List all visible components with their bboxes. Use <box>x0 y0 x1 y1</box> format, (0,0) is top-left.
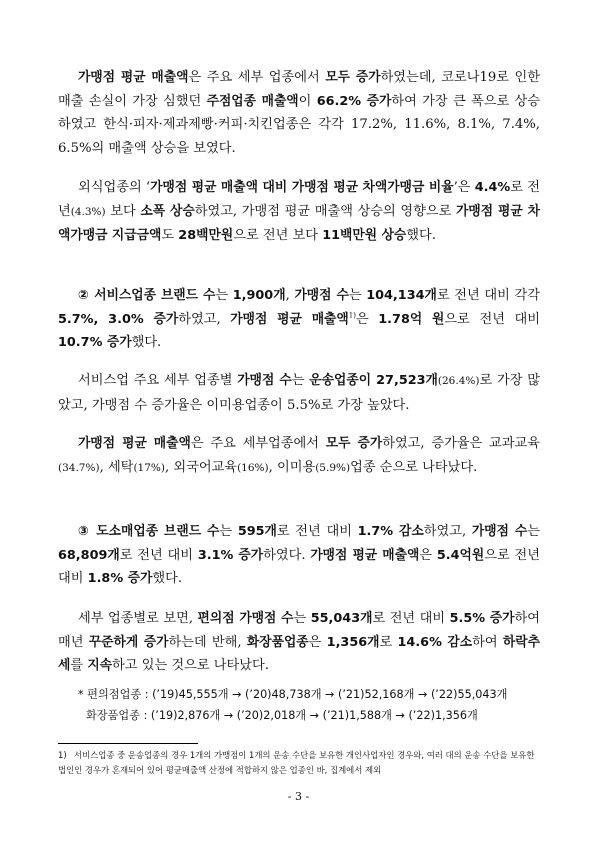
emphasis: 가맹점 수 <box>471 524 528 539</box>
emphasis: ③ 도소매업종 브랜드 수 <box>78 524 220 539</box>
text: , 세탁 <box>99 459 134 475</box>
emphasis: 가맹점 평균 매출액 <box>78 70 189 85</box>
text: 하였고, 가맹점 평균 매출액 상승의 영향으로 <box>194 203 457 219</box>
paragraph-service-sales <box>58 432 540 480</box>
text: 는 <box>219 524 238 539</box>
emphasis: 14.6% 감소 <box>397 634 473 650</box>
emphasis: 1,356개 <box>326 634 380 650</box>
text: 하였다. <box>263 547 311 563</box>
text: 하였고, 증가율은 교과교육 <box>382 436 540 451</box>
text: 으로 전년 대비 <box>58 547 540 586</box>
emphasis: 가맹점 평균 매출액 <box>78 436 191 451</box>
footnote-number: 1) <box>58 750 67 760</box>
text: (4.3%) <box>70 205 106 218</box>
text: 서비스업 주요 세부 업종별 <box>78 373 238 388</box>
footnote <box>58 748 542 778</box>
text: 이 <box>298 93 317 109</box>
text: 하였고, <box>423 524 472 539</box>
text: 로 전년 대비 <box>372 611 450 626</box>
text: 하는데 반해, <box>168 634 247 650</box>
paragraph-retail-industry <box>58 520 540 591</box>
text: 를 <box>70 658 88 673</box>
emphasis: 104,134개 <box>366 288 437 303</box>
emphasis: 주점업종 매출액 <box>206 93 299 109</box>
text: 로 전년 대비 <box>119 547 198 563</box>
emphasis: 지속 <box>87 658 113 673</box>
emphasis: 가맹점 평균 매출액 <box>230 311 349 327</box>
emphasis: 68,809개 <box>58 547 120 563</box>
emphasis: 28백만원 <box>178 228 234 243</box>
emphasis: 595개 <box>237 524 277 539</box>
footnote-text: 서비스업종 중 운송업종의 경우 1개의 가맹점이 1개의 운송 수단을 보유한 개인사업자인 경우와, 여러 대의 운송 수단을 보유한 법인인 경우가 혼재되어 있어 평균매출액 산정에 적합하지 않은 업종인 바, 집계에서 제외 <box>58 750 535 775</box>
emphasis: 모두 증가 <box>325 70 381 85</box>
emphasis: 가맹점 평균 차액가맹금 지급금액 <box>58 203 540 243</box>
emphasis: 5.5% 증가 <box>449 611 515 626</box>
text: 세부 업종별로 보면, <box>78 611 198 626</box>
stats-row-cosmetics: 화장품업종 : (’19)2,876개 → (’20)2,018개 → (’21)1,588개 → (’22)1,356개 <box>86 709 478 722</box>
emphasis: 5.4억원 <box>436 547 485 563</box>
text: 하고 있는 것으로 나타났다. <box>112 658 269 673</box>
text: 로 가장 많았고, 가맹점 수 증가율은 이미용업종이 5.5%로 가장 높았다. <box>58 373 540 413</box>
text: 은 주요 세부업종에서 <box>190 436 326 451</box>
text: 하여 <box>472 634 503 650</box>
store-count-stats <box>78 684 507 726</box>
emphasis: 66.2% 증가 <box>316 93 392 109</box>
paragraph-service-industry <box>58 284 540 355</box>
emphasis: 55,043개 <box>310 611 373 626</box>
text: (5.9%) <box>315 461 351 474</box>
text: (16%) <box>237 461 269 474</box>
emphasis: 모두 증가 <box>325 436 383 451</box>
text: , <box>285 288 295 303</box>
text: 은 주요 세부 업종에서 <box>188 70 326 85</box>
text: 은 <box>355 311 379 327</box>
text: 로 <box>379 634 398 650</box>
emphasis: 편의점 가맹점 수 <box>197 611 294 626</box>
emphasis: 4.4% <box>474 180 511 195</box>
text: 했다. <box>406 228 436 243</box>
text: 로 전년 <box>58 180 540 219</box>
text: (26.4%) <box>437 375 480 387</box>
text: (17%) <box>133 461 165 474</box>
paragraph-franchise-sales <box>58 66 540 160</box>
text: 하여 가장 큰 폭으로 상승하였고 한식·피자·제과제빵·커피·치킨업종은 각각 17.2%, 11.6%, 8.1%, 7.4%, 6.5%의 매출액 상승을 보였다. <box>58 93 540 156</box>
emphasis: 소폭 상승 <box>140 203 195 219</box>
text: 는 <box>215 288 233 303</box>
emphasis: 가맹점 평균 매출액 대비 가맹점 평균 차액가맹금 비율 <box>150 180 454 195</box>
text: , 외국어교육 <box>164 459 238 475</box>
emphasis: 1.7% 감소 <box>357 524 424 539</box>
text: ’은 <box>453 180 475 195</box>
text: 하여 매년 <box>58 611 541 650</box>
text: 하였고, <box>178 311 231 327</box>
emphasis: 가맹점 평균 매출액 <box>310 547 420 563</box>
text: 는 <box>291 373 310 388</box>
paragraph-retail-subsectors <box>58 607 540 678</box>
text: 은 <box>419 547 437 563</box>
text: 으로 전년 대비 <box>444 311 540 327</box>
text: 는 <box>293 611 311 626</box>
text: 으로 전년 보다 <box>233 228 323 243</box>
emphasis: 1,900개 <box>232 288 286 303</box>
footnote-divider <box>58 743 198 744</box>
emphasis: 10.7% 증가 <box>58 335 132 350</box>
emphasis: 가맹점 수 <box>237 373 292 388</box>
emphasis: 11백만원 상승 <box>322 228 407 243</box>
emphasis: 3.1% 증가 <box>197 547 264 563</box>
emphasis: 운송업종이 27,523개 <box>309 373 438 388</box>
emphasis: 가맹점 수 <box>294 288 349 303</box>
footnote-ref: 1) <box>348 311 356 320</box>
emphasis: 화장품업종 <box>246 634 309 650</box>
text: 은 <box>308 634 327 650</box>
text: 로 전년 대비 <box>276 524 358 539</box>
text: 업종 순으로 나타났다. <box>350 459 478 475</box>
text: 외식업종의 ‘ <box>78 180 151 195</box>
emphasis: 1.8% 증가 <box>87 571 153 586</box>
text: 는 <box>527 524 540 539</box>
emphasis: ② 서비스업종 브랜드 수 <box>78 288 216 303</box>
paragraph-service-subsectors <box>58 369 540 417</box>
page-number: - 3 - <box>287 790 310 803</box>
text: , 이미용 <box>268 459 316 475</box>
text: (34.7%) <box>58 461 100 474</box>
text: 했다. <box>131 335 162 350</box>
text: 로 전년 대비 각각 <box>436 288 541 303</box>
text: 도 <box>161 228 179 243</box>
text: 는 <box>348 288 367 303</box>
stats-row-convenience: * 편의점업종 : (’19)45,555개 → (’20)48,738개 → (’21)52,168개 → (’22)55,043개 <box>78 688 508 701</box>
text: 했다. <box>152 571 183 586</box>
text: 하였는데, 코로나19로 인한 매출 손실이 가장 심했던 <box>58 70 541 109</box>
text: 보다 <box>105 203 141 219</box>
emphasis: 5.7%, 3.0% 증가 <box>58 311 179 327</box>
paragraph-margin-ratio <box>58 176 540 248</box>
emphasis: 꾸준하게 증가 <box>88 634 169 650</box>
emphasis: 하락추세 <box>58 634 540 673</box>
emphasis: 1.78억 원 <box>378 311 445 327</box>
